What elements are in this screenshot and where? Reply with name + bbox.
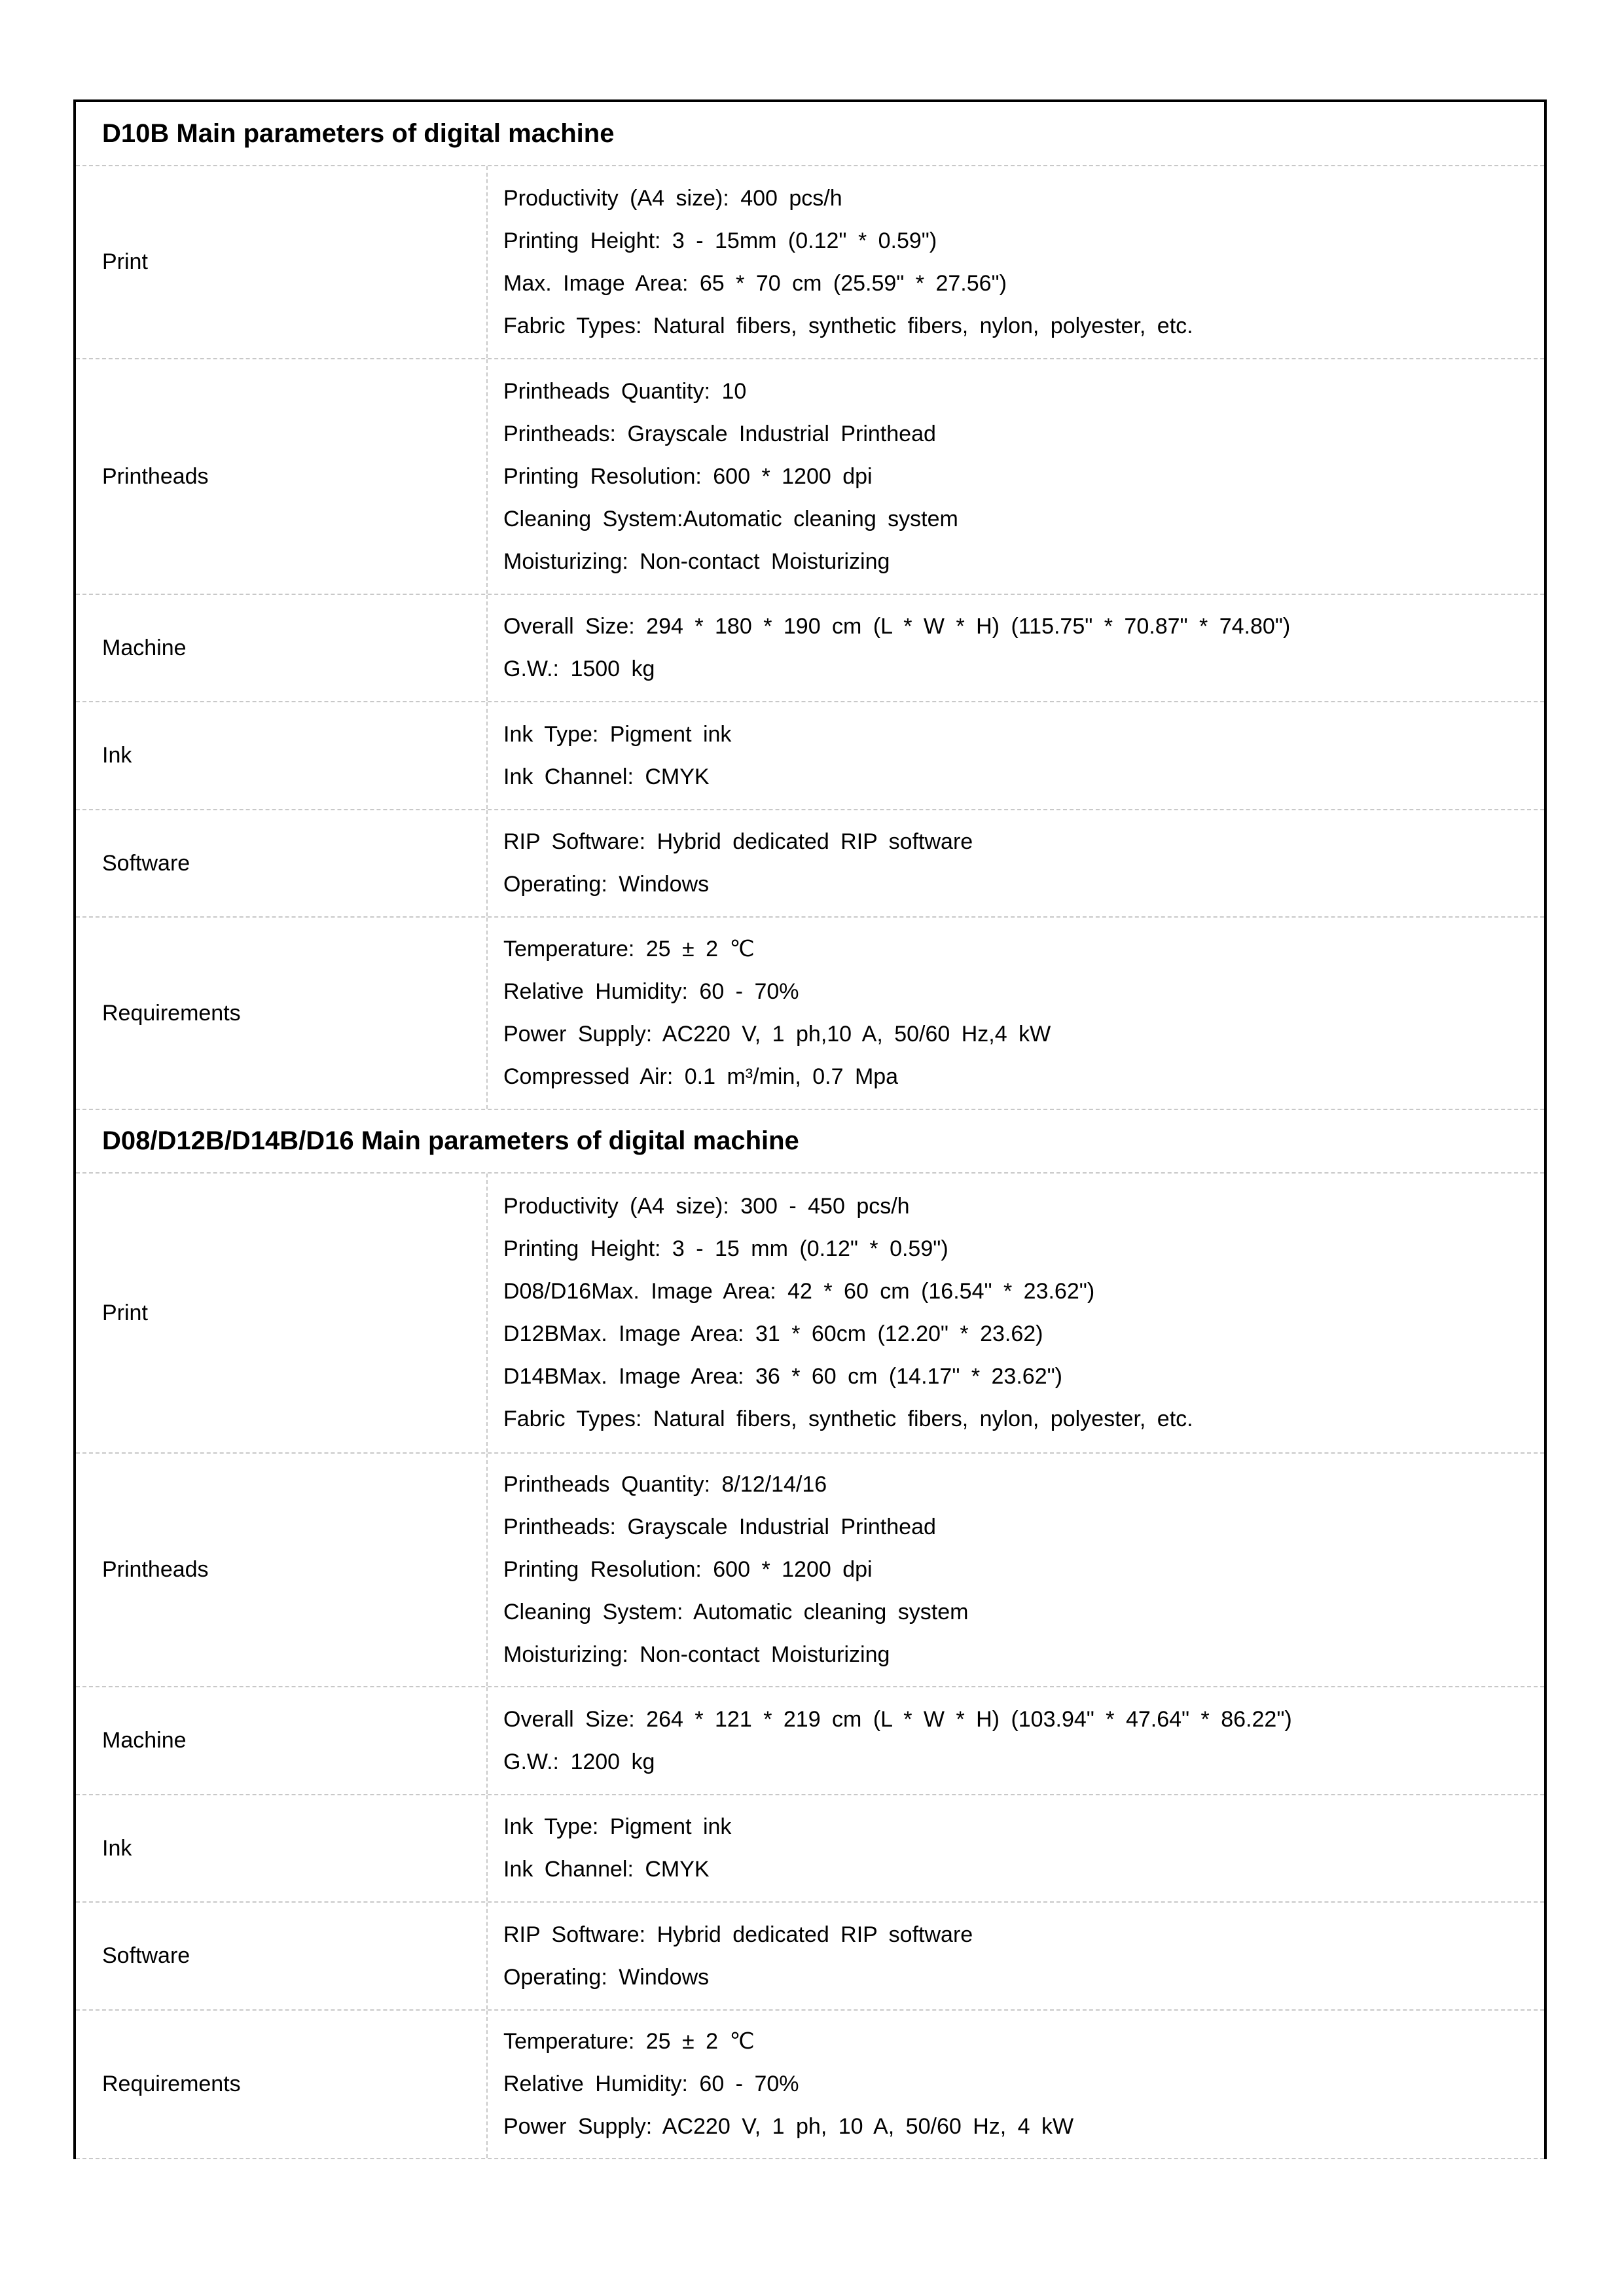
row-label-cell	[76, 166, 486, 358]
spec-line: Power Supply: AC220 V, 1 ph, 10 A, 50/60 Hz, 4 kW	[503, 2114, 1074, 2139]
spec-line: Overall Size: 264 * 121 * 219 cm (L * W * H) (103.94" * 47.64" * 86.22")	[503, 1706, 1292, 1732]
spec-line: D14BMax. Image Area: 36 * 60 cm (14.17" * 23.62")	[503, 1364, 1062, 1389]
section-title: D10B Main parameters of digital machine	[102, 118, 615, 148]
row-label: Machine	[102, 1728, 187, 1753]
row-label: Requirements	[102, 2072, 241, 2096]
spec-line: Printheads: Grayscale Industrial Printhead	[503, 421, 936, 446]
row-label-cell	[76, 810, 486, 916]
row-label: Software	[102, 1943, 190, 1968]
spec-line: Max. Image Area: 65 * 70 cm (25.59" * 27.56")	[503, 270, 1007, 296]
row-label: Ink	[102, 1835, 132, 1861]
spec-line: Cleaning System:Automatic cleaning system	[503, 506, 958, 531]
spec-line: Printing Resolution: 600 * 1200 dpi	[503, 1557, 873, 1582]
row-label-cell	[76, 1174, 486, 1452]
table-row-machine	[76, 1686, 1544, 1794]
table-row-requirements	[76, 916, 1544, 1109]
row-label-cell	[76, 2011, 486, 2158]
spec-line: Relative Humidity: 60 - 70%	[503, 2072, 799, 2096]
row-value-cell	[486, 1174, 1544, 1452]
spec-line: Printing Height: 3 - 15mm (0.12" * 0.59")	[503, 228, 937, 253]
table-row-software	[76, 809, 1544, 916]
row-value-cell	[486, 918, 1544, 1109]
spec-line: Temperature: 25 ± 2 ℃	[503, 2029, 755, 2054]
spec-line: Fabric Types: Natural fibers, synthetic fibers, nylon, polyester, etc.	[503, 313, 1193, 338]
row-label-cell	[76, 595, 486, 701]
spec-line: G.W.: 1200 kg	[503, 1749, 655, 1774]
spec-line: Productivity (A4 size): 400 pcs/h	[503, 185, 842, 211]
row-value-cell	[486, 595, 1544, 701]
table-row-ink	[76, 701, 1544, 809]
table-row-printheads	[76, 1452, 1544, 1686]
row-label: Software	[102, 850, 190, 876]
row-value-cell	[486, 1795, 1544, 1901]
row-label: Ink	[102, 743, 132, 768]
row-label-cell	[76, 359, 486, 594]
row-value-cell	[486, 359, 1544, 594]
spec-line: Printing Resolution: 600 * 1200 dpi	[503, 463, 873, 489]
row-label: Print	[102, 1300, 148, 1325]
spec-line: Temperature: 25 ± 2 ℃	[503, 937, 755, 961]
table-row-machine	[76, 594, 1544, 701]
spec-line: G.W.: 1500 kg	[503, 656, 655, 681]
spec-line: Overall Size: 294 * 180 * 190 cm (L * W * H) (115.75" * 70.87" * 74.80")	[503, 614, 1291, 639]
row-value-cell	[486, 1454, 1544, 1686]
row-label: Printheads	[102, 463, 209, 489]
spec-table	[73, 99, 1547, 2159]
row-label-cell	[76, 702, 486, 809]
spec-line: Ink Type: Pigment ink	[503, 721, 732, 747]
spec-line: Relative Humidity: 60 - 70%	[503, 979, 799, 1004]
table-row-print	[76, 165, 1544, 358]
spec-line: Cleaning System: Automatic cleaning system	[503, 1600, 969, 1624]
spec-line: D12BMax. Image Area: 31 * 60cm (12.20" * 23.62)	[503, 1321, 1043, 1346]
table-row-software	[76, 1901, 1544, 2009]
section-title-row-d08-d12b-d14b-d16	[76, 1109, 1544, 1172]
row-value-cell	[486, 1903, 1544, 2009]
row-label-cell	[76, 918, 486, 1109]
row-label: Print	[102, 249, 148, 274]
spec-line: Moisturizing: Non-contact Moisturizing	[503, 1642, 890, 1667]
spec-line: Power Supply: AC220 V, 1 ph,10 A, 50/60 Hz,4 kW	[503, 1022, 1051, 1047]
section-title-row-d10b	[76, 102, 1544, 165]
spec-line: Printheads: Grayscale Industrial Printhead	[503, 1515, 936, 1539]
spec-line: Ink Channel: CMYK	[503, 764, 710, 789]
spec-line: Moisturizing: Non-contact Moisturizing	[503, 548, 890, 574]
row-label: Requirements	[102, 1000, 241, 1026]
spec-line: Ink Channel: CMYK	[503, 1857, 710, 1882]
table-row-ink	[76, 1794, 1544, 1901]
table-row-requirements	[76, 2009, 1544, 2159]
row-value-cell	[486, 702, 1544, 809]
spec-line: RIP Software: Hybrid dedicated RIP software	[503, 829, 973, 854]
row-label-cell	[76, 1795, 486, 1901]
spec-line: Printing Height: 3 - 15 mm (0.12" * 0.59")	[503, 1236, 948, 1261]
spec-line: RIP Software: Hybrid dedicated RIP software	[503, 1922, 973, 1947]
row-label-cell	[76, 1903, 486, 2009]
row-value-cell	[486, 2011, 1544, 2158]
section-title: D08/D12B/D14B/D16 Main parameters of digital machine	[102, 1126, 799, 1155]
spec-line: Compressed Air: 0.1 m³/min, 0.7 Mpa	[503, 1064, 899, 1089]
row-label-cell	[76, 1687, 486, 1794]
table-row-printheads	[76, 358, 1544, 594]
row-value-cell	[486, 810, 1544, 916]
spec-line: Ink Type: Pigment ink	[503, 1814, 732, 1839]
row-value-cell	[486, 166, 1544, 358]
spec-line: D08/D16Max. Image Area: 42 * 60 cm (16.54" * 23.62")	[503, 1279, 1095, 1304]
row-value-cell	[486, 1687, 1544, 1794]
spec-line: Operating: Windows	[503, 1964, 710, 1990]
spec-line: Fabric Types: Natural fibers, synthetic fibers, nylon, polyester, etc.	[503, 1407, 1193, 1431]
spec-line: Operating: Windows	[503, 872, 710, 897]
row-label: Printheads	[102, 1557, 209, 1582]
row-label-cell	[76, 1454, 486, 1686]
spec-line: Productivity (A4 size): 300 - 450 pcs/h	[503, 1194, 910, 1219]
row-label: Machine	[102, 635, 187, 660]
spec-line: Printheads Quantity: 8/12/14/16	[503, 1472, 827, 1497]
spec-line: Printheads Quantity: 10	[503, 378, 747, 404]
table-row-print	[76, 1172, 1544, 1452]
